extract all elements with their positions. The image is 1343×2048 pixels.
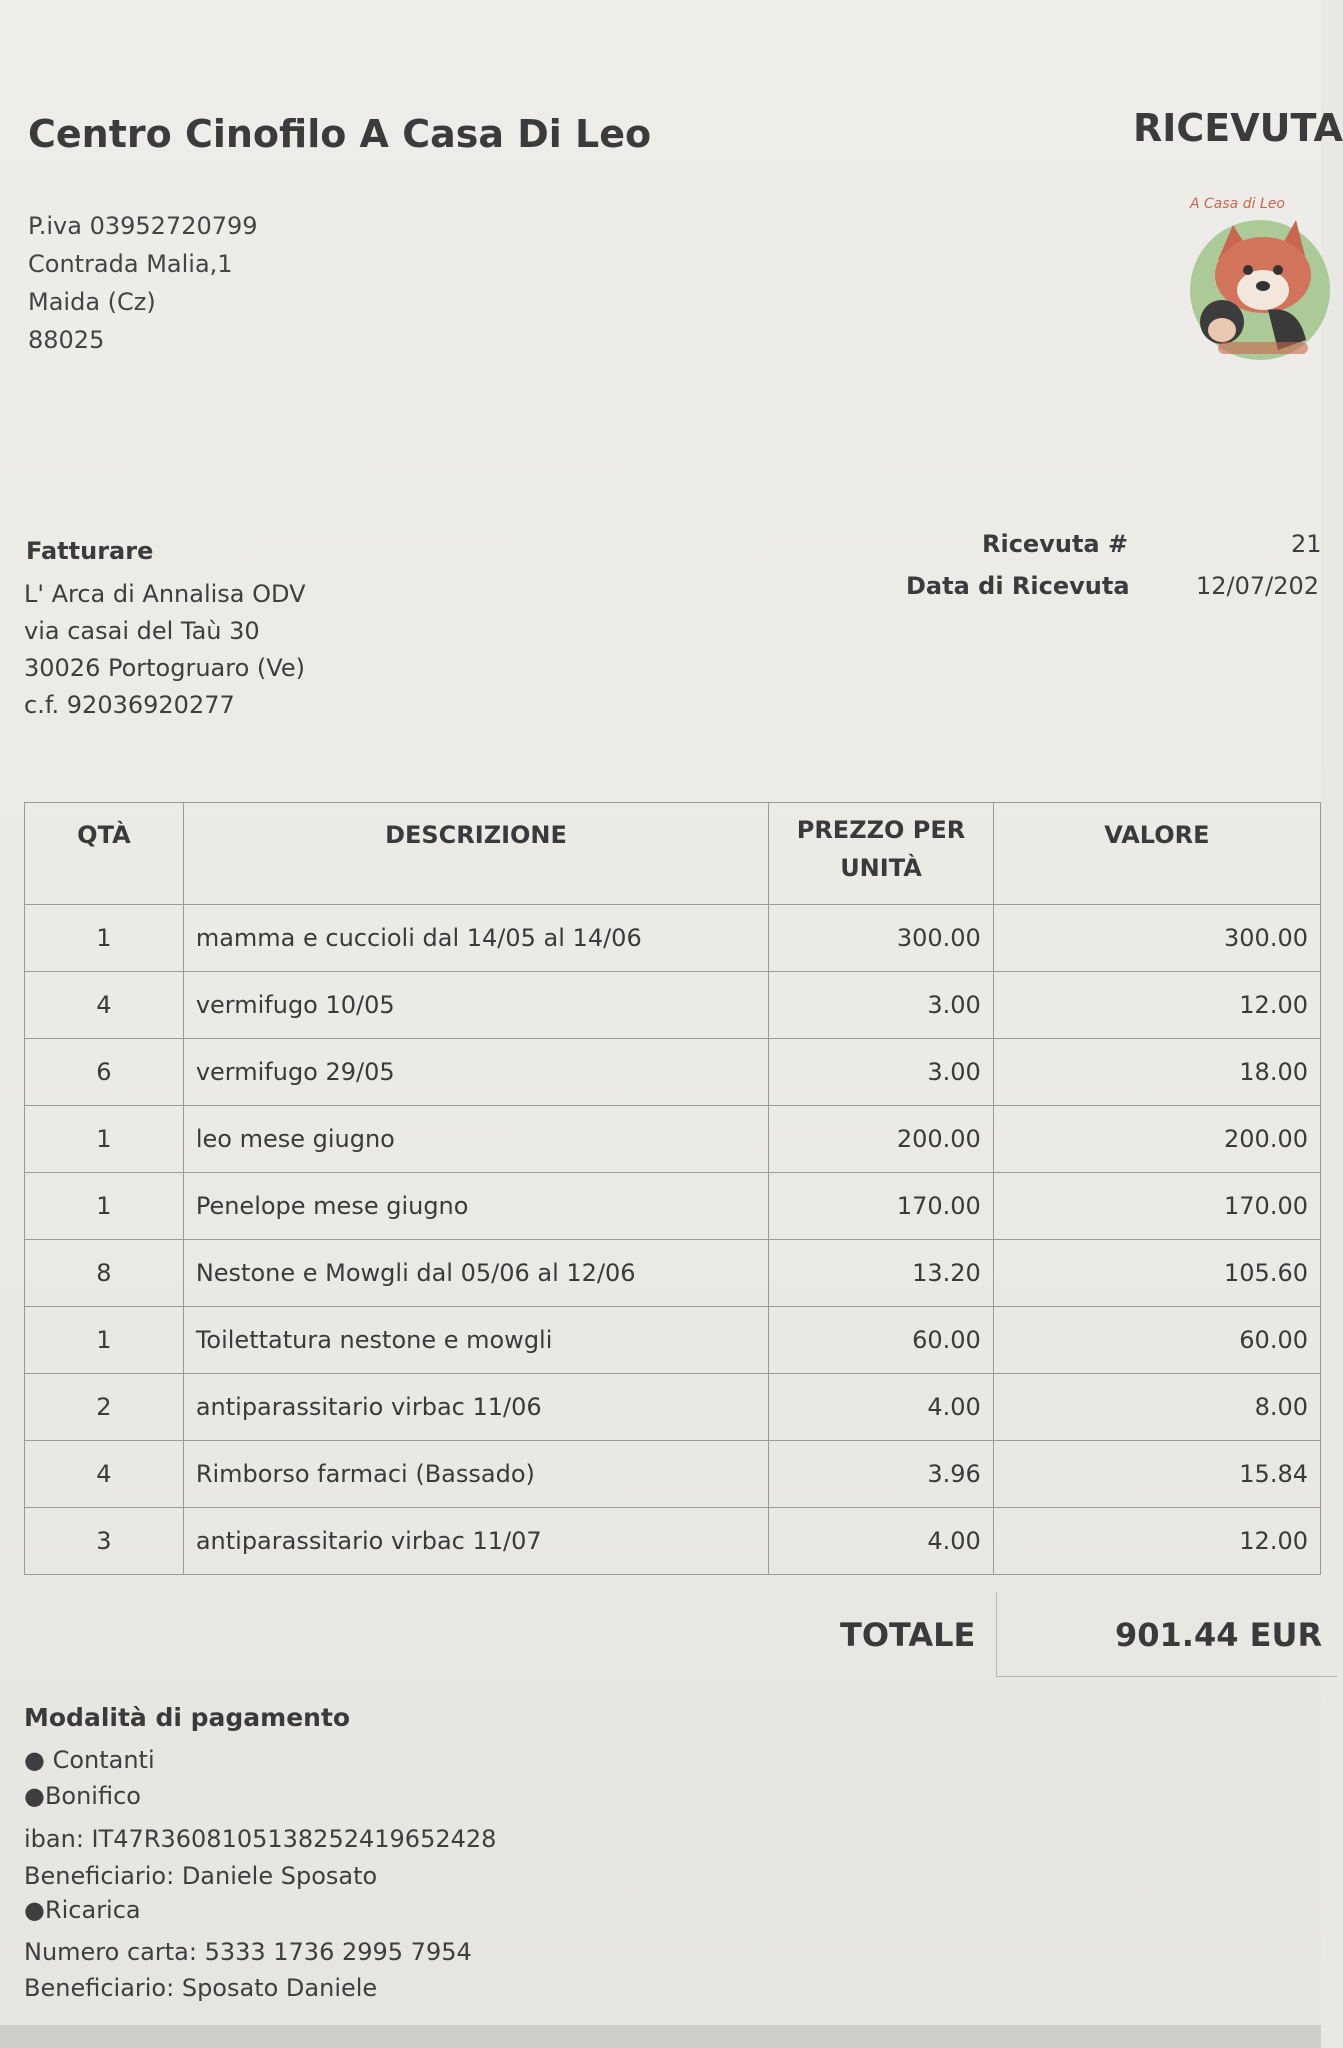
- row-qty: 2: [25, 1374, 184, 1441]
- header-value: VALORE: [993, 803, 1320, 905]
- payment-recharge: ●Ricarica: [24, 1896, 141, 1924]
- row-unit-price: 3.00: [769, 1039, 994, 1106]
- receipt-date-label: Data di Ricevuta: [906, 572, 1130, 600]
- company-vat: P.iva 03952720799: [28, 212, 258, 240]
- desk-edge: [0, 2025, 1321, 2048]
- payment-card-number: Numero carta: 5333 1736 2995 7954: [24, 1938, 472, 1966]
- receipt-date-value: 12/07/202: [1196, 572, 1320, 600]
- total-label: TOTALE: [840, 1616, 976, 1654]
- row-description: antiparassitario virbac 11/07: [183, 1508, 768, 1575]
- row-qty: 1: [25, 1173, 184, 1240]
- row-value: 15.84: [993, 1441, 1320, 1508]
- row-unit-price: 60.00: [769, 1307, 994, 1374]
- row-description: Penelope mese giugno: [183, 1173, 768, 1240]
- row-qty: 8: [25, 1240, 184, 1307]
- billing-label: Fatturare: [26, 537, 154, 565]
- table-row: [25, 1374, 1321, 1441]
- table-row: [25, 1173, 1321, 1240]
- row-unit-price: 300.00: [769, 905, 994, 972]
- payment-card-beneficiary: Beneficiario: Sposato Daniele: [24, 1974, 378, 2002]
- row-qty: 1: [25, 1307, 184, 1374]
- receipt-number-label: Ricevuta #: [982, 530, 1129, 558]
- company-name: Centro Cinofilo A Casa Di Leo: [28, 112, 652, 156]
- company-zip: 88025: [28, 326, 105, 354]
- billing-tax-code: c.f. 92036920277: [24, 691, 235, 719]
- row-unit-price: 13.20: [769, 1240, 994, 1307]
- header-qty: QTÀ: [25, 803, 184, 905]
- row-unit-price: 200.00: [769, 1106, 994, 1173]
- billing-street: via casai del Taù 30: [24, 617, 260, 645]
- row-value: 105.60: [993, 1240, 1320, 1307]
- table-row: [25, 1039, 1321, 1106]
- row-description: mamma e cuccioli dal 14/05 al 14/06: [183, 905, 768, 972]
- header-description: DESCRIZIONE: [183, 803, 768, 905]
- row-description: vermifugo 29/05: [183, 1039, 768, 1106]
- table-row: [25, 1106, 1321, 1173]
- company-logo: [1178, 190, 1314, 370]
- row-value: 60.00: [993, 1307, 1320, 1374]
- payment-iban: iban: IT47R3608105138252419652428: [24, 1825, 497, 1853]
- table-row: [25, 1441, 1321, 1508]
- payment-title: Modalità di pagamento: [24, 1703, 351, 1732]
- total-value: 901.44 EUR: [1115, 1616, 1323, 1654]
- payment-cash: ● Contanti: [24, 1746, 155, 1774]
- row-qty: 1: [25, 905, 184, 972]
- billing-name: L' Arca di Annalisa ODV: [24, 580, 306, 608]
- table-row: [25, 1508, 1321, 1575]
- receipt-number-value: 21: [1291, 530, 1322, 558]
- logo-graphic: [1178, 190, 1314, 370]
- row-value: 18.00: [993, 1039, 1320, 1106]
- row-value: 12.00: [993, 1508, 1320, 1575]
- row-value: 8.00: [993, 1374, 1320, 1441]
- items-table: [24, 802, 1321, 1575]
- row-qty: 4: [25, 972, 184, 1039]
- table-row: [25, 972, 1321, 1039]
- company-street: Contrada Malia,1: [28, 250, 233, 278]
- row-qty: 6: [25, 1039, 184, 1106]
- billing-city: 30026 Portogruaro (Ve): [24, 654, 305, 682]
- row-unit-price: 4.00: [769, 1508, 994, 1575]
- row-unit-price: 4.00: [769, 1374, 994, 1441]
- company-city: Maida (Cz): [28, 288, 156, 316]
- row-qty: 1: [25, 1106, 184, 1173]
- table-row: [25, 1240, 1321, 1307]
- row-value: 12.00: [993, 972, 1320, 1039]
- row-unit-price: 170.00: [769, 1173, 994, 1240]
- row-description: Rimborso farmaci (Bassado): [183, 1441, 768, 1508]
- table-row: [25, 905, 1321, 972]
- row-qty: 3: [25, 1508, 184, 1575]
- payment-transfer: ●Bonifico: [24, 1782, 141, 1810]
- payment-transfer-beneficiary: Beneficiario: Daniele Sposato: [24, 1862, 378, 1890]
- table-row: [25, 1307, 1321, 1374]
- row-value: 300.00: [993, 905, 1320, 972]
- logo-text: A Casa di Leo: [1190, 196, 1285, 212]
- row-description: leo mese giugno: [183, 1106, 768, 1173]
- row-description: Nestone e Mowgli dal 05/06 al 12/06: [183, 1240, 768, 1307]
- row-value: 200.00: [993, 1106, 1320, 1173]
- row-description: vermifugo 10/05: [183, 972, 768, 1039]
- row-unit-price: 3.00: [769, 972, 994, 1039]
- row-description: antiparassitario virbac 11/06: [183, 1374, 768, 1441]
- document-title: RICEVUTA: [1133, 106, 1343, 150]
- row-description: Toilettatura nestone e mowgli: [183, 1307, 768, 1374]
- table-header-row: [25, 803, 1321, 905]
- row-unit-price: 3.96: [769, 1441, 994, 1508]
- row-value: 170.00: [993, 1173, 1320, 1240]
- row-qty: 4: [25, 1441, 184, 1508]
- header-unit-price: PREZZO PER UNITÀ: [769, 803, 994, 905]
